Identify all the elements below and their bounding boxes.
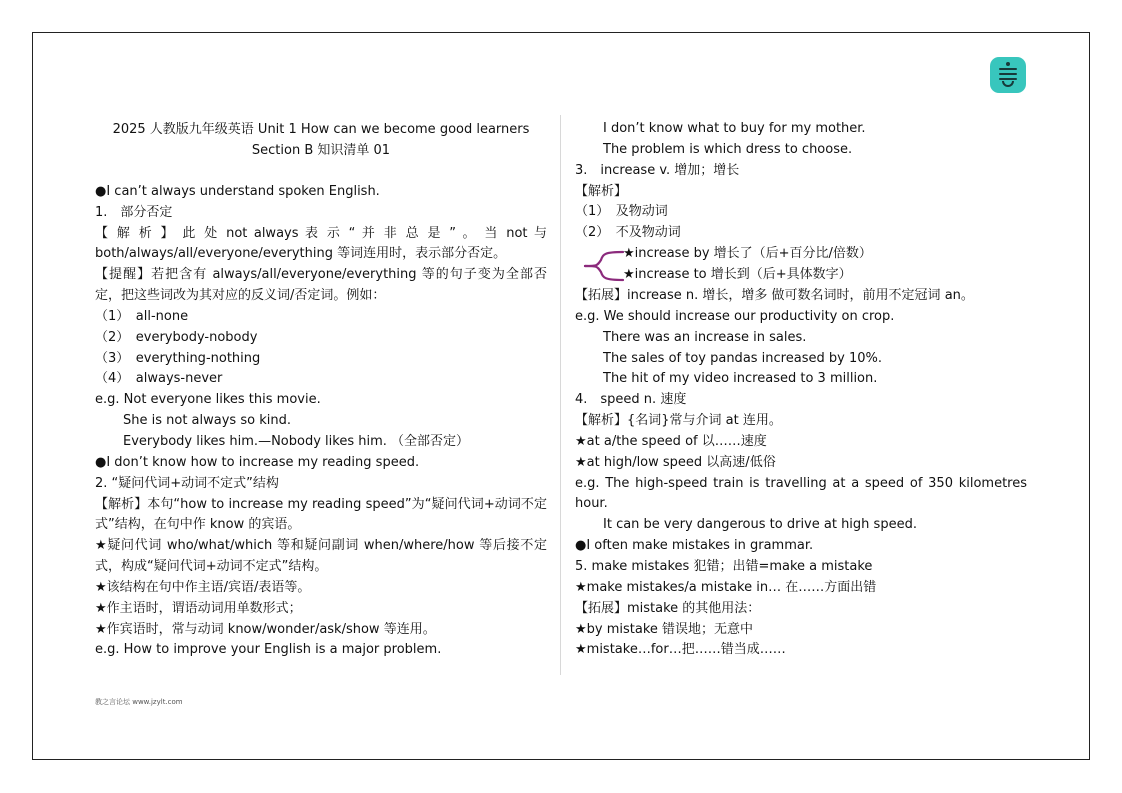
right-column-bottom <box>575 286 1027 661</box>
blank-line <box>95 161 547 182</box>
rule-text: ★by mistake 错误地；无意中 <box>575 621 754 637</box>
example-sentence: The problem is which dress to choose. <box>603 141 853 157</box>
analysis-label: 【解析】 <box>575 183 628 199</box>
example-sentence: She is not always so kind. <box>123 413 291 429</box>
analysis-text: 式”结构，在句中作 know 的宾语。 <box>95 517 301 533</box>
rule-text: ★疑问代词 who/what/which 等和疑问副词 when/where/how 等后接不定 <box>95 538 547 554</box>
example-sentence: hour. <box>575 496 608 512</box>
example-sentence: It can be very dangerous to drive at high speed. <box>603 517 917 533</box>
section-heading: 4. speed n. 速度 <box>575 392 687 408</box>
document-title-line2: Section B 知识清单 01 <box>251 143 391 158</box>
key-sentence: ●I can’t always understand spoken English. <box>95 183 380 199</box>
reminder-text: 【提醒】若把含有 always/all/everyone/everything 等的句子变为全部否 <box>95 267 547 283</box>
extension-text: 【拓展】increase n. 增长，增多 做可数名词时，前用不定冠词 an。 <box>575 288 974 303</box>
example-sentence: I don’t know what to buy for my mother. <box>603 121 866 136</box>
key-sentence: ●I often make mistakes in grammar. <box>575 538 814 554</box>
example-sentence: e.g. The high-speed train is travelling at a speed of 350 kilometres <box>575 475 1027 491</box>
rule-text: 式，构成“疑问代词+动词不定式”结构。 <box>95 559 328 575</box>
rule-text: ★at a/the speed of 以……速度 <box>575 433 767 449</box>
footer-watermark: 教之言论坛 www.jzylt.com <box>95 698 183 706</box>
analysis-text: 【解析】本句“how to increase my reading speed”为“疑问代词+动词不定 <box>95 496 547 512</box>
brace-list <box>623 244 872 286</box>
rule-text: ★作宾语时，常与动词 know/wonder/ask/show 等连用。 <box>95 621 436 637</box>
section-heading: 1. 部分否定 <box>95 204 173 220</box>
example-sentence: e.g. Not everyone likes this movie. <box>95 392 321 408</box>
extension-text: 【拓展】mistake 的其他用法： <box>575 600 761 616</box>
analysis-text: both/always/all/everyone/everything 等词连用时，表示部分否定。 <box>95 246 507 262</box>
rule-text: ★at high/low speed 以高速/低俗 <box>575 454 776 470</box>
rule-text: ★make mistakes/a mistake in… 在……方面出错 <box>575 579 877 595</box>
analysis-text: 【 解 析 】 此 处 not always 表 示 “ 并 非 总 是 ” 。 当 not 与 <box>95 225 547 241</box>
key-sentence: ●I don’t know how to increase my reading speed. <box>95 454 420 470</box>
brace-item: ★increase by 增长了（后+百分比/倍数） <box>623 246 872 261</box>
analysis-text: 【解析】{名词}常与介词 at 连用。 <box>575 413 782 429</box>
book-logo-icon <box>990 57 1026 93</box>
section-heading: 5. make mistakes 犯错；出错=make a mistake <box>575 558 873 574</box>
right-column-top <box>575 119 1027 244</box>
brace-item: ★increase to 增长到（后+具体数字） <box>623 266 852 282</box>
example-sentence: Everybody likes him.—Nobody likes him. （全部否定） <box>123 433 469 449</box>
list-item: （2） 不及物动词 <box>575 225 681 241</box>
example-sentence: The sales of toy pandas increased by 10%. <box>603 350 882 366</box>
document-title-line1: 2025 人教版九年级英语 Unit 1 How can we become good learners <box>112 122 530 137</box>
rule-text: ★该结构在句中作主语/宾语/表语等。 <box>95 579 311 595</box>
rule-text: ★作主语时，谓语动词用单数形式； <box>95 600 302 616</box>
left-column <box>95 161 547 661</box>
example-sentence: There was an increase in sales. <box>603 329 807 345</box>
list-item: （3） everything-nothing <box>95 350 261 366</box>
rule-text: ★mistake…for…把……错当成…… <box>575 642 786 658</box>
section-heading: 3. increase v. 增加；增长 <box>575 162 740 178</box>
example-sentence: The hit of my video increased to 3 million. <box>603 371 878 387</box>
column-divider <box>560 115 561 675</box>
example-sentence: e.g. How to improve your English is a major problem. <box>95 642 442 658</box>
list-item: （4） always-never <box>95 371 223 387</box>
list-item: （2） everybody-nobody <box>95 329 258 345</box>
list-item: （1） 及物动词 <box>575 204 668 220</box>
example-sentence: e.g. We should increase our productivity on crop. <box>575 308 895 324</box>
list-item: （1） all-none <box>95 308 189 324</box>
section-heading: 2. “疑问代词+动词不定式”结构 <box>95 475 279 491</box>
reminder-text: 定，把这些词改为其对应的反义词/否定词。例如： <box>95 288 386 304</box>
